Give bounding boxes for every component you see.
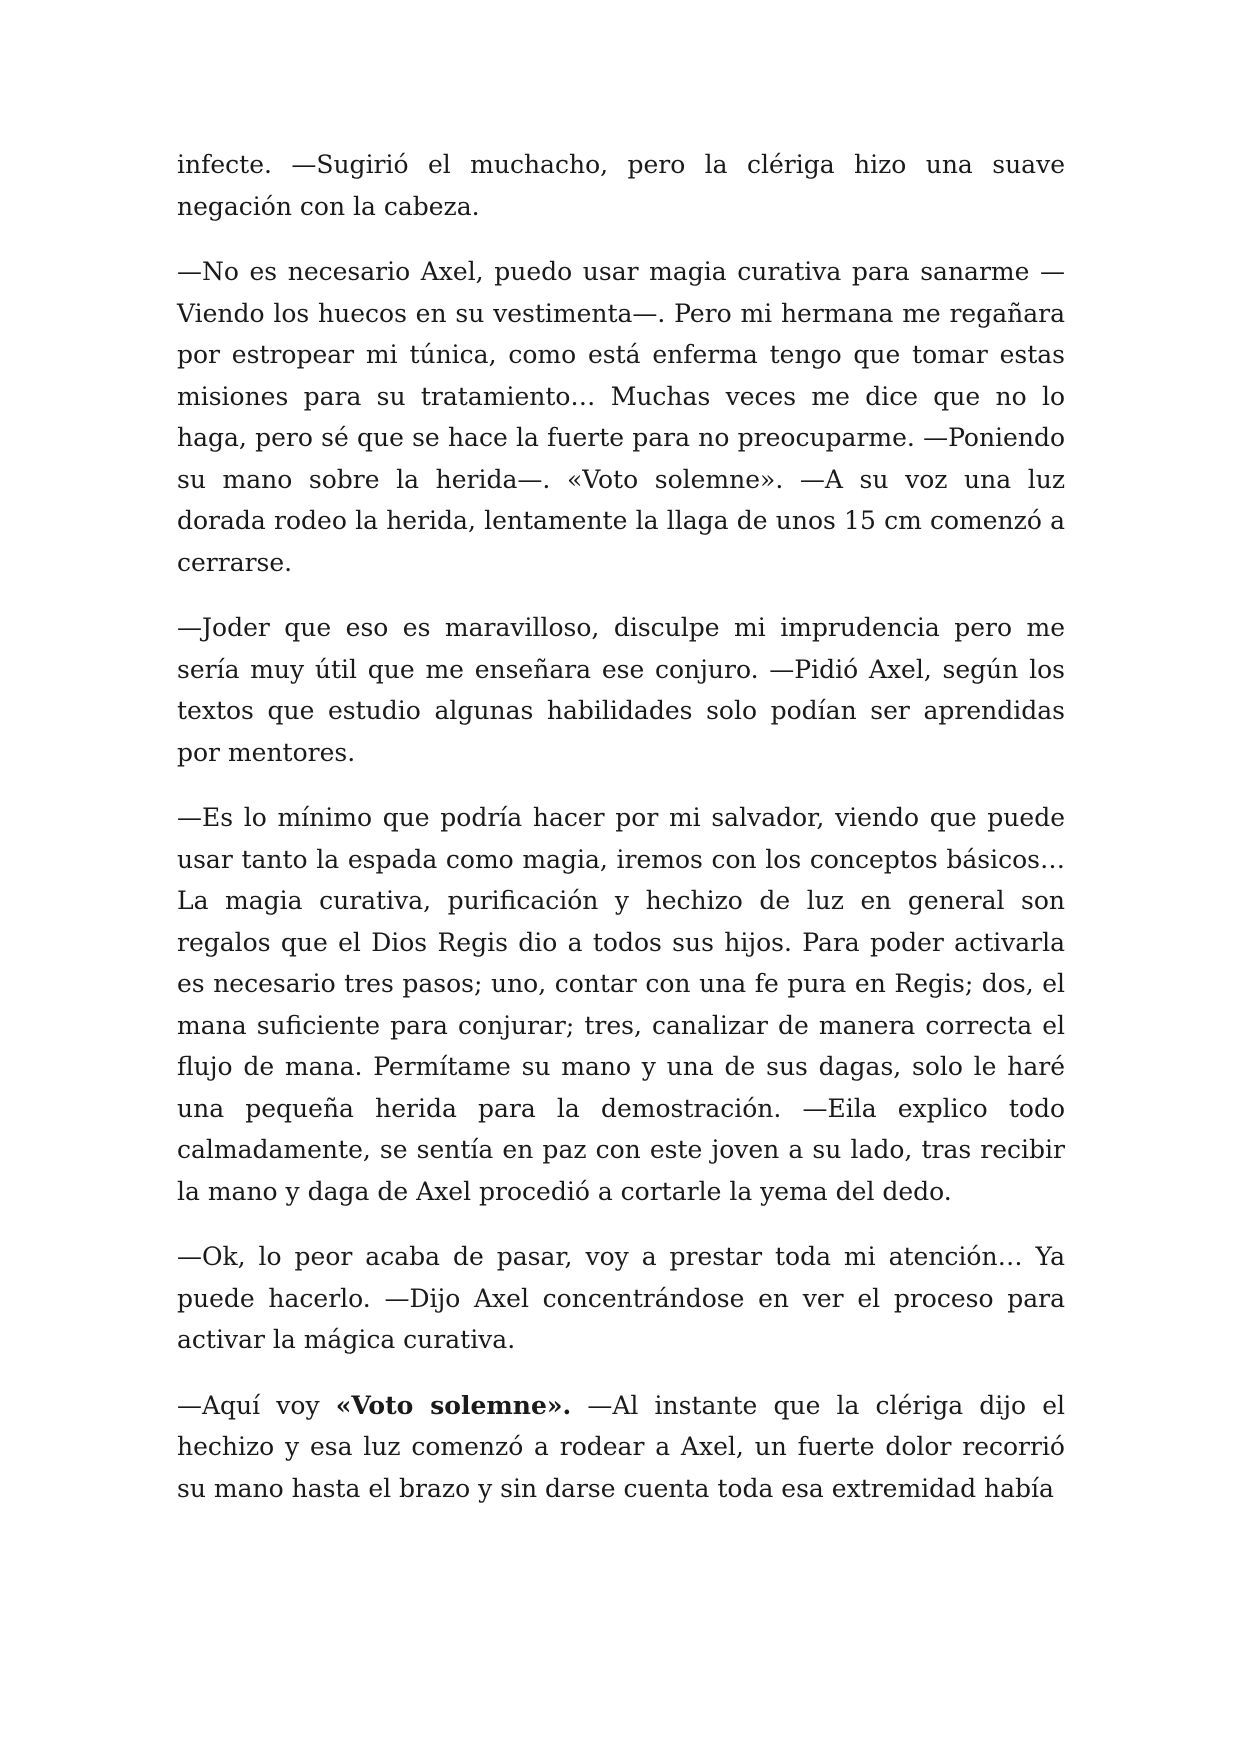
paragraph-6-end: —Al instante que la clériga dijo el hechizo y esa luz comenzó a rodear a Axel, un fuerte dolor recorrió su mano hasta el brazo y sin darse cuenta toda esa extremidad había (177, 1390, 1065, 1503)
spell-name-bold: «Voto solemne». (335, 1390, 572, 1420)
document-page (177, 144, 1065, 1533)
paragraph-2: —No es necesario Axel, puedo usar magia curativa para sanarme —Viendo los huecos en su vestimenta—. Pero mi hermana me regañara por estropear mi túnica, como está enferma tengo que tomar estas misiones para su tratamiento… Muchas veces me dice que no lo haga, pero sé que se hace la fuerte para no preocuparme. —Poniendo su mano sobre la herida—. «Voto solemne». —A su voz una luz dorada rodeo la herida, lentamente la llaga de unos 15 cm comenzó a cerrarse. (177, 257, 1065, 577)
paragraph-3: —Joder que eso es maravilloso, disculpe mi imprudencia pero me sería muy útil que me enseñara ese conjuro. —Pidió Axel, según los textos que estudio algunas habilidades solo podían ser aprendidas por mentores. (177, 613, 1065, 767)
paragraph-6 (177, 1385, 1065, 1510)
paragraph-6-start: —Aquí voy (177, 1390, 336, 1420)
paragraph-1: infecte. —Sugirió el muchacho, pero la clériga hizo una suave negación con la cabeza. (177, 150, 1065, 221)
paragraph-5: —Ok, lo peor acaba de pasar, voy a prestar toda mi atención… Ya puede hacerlo. —Dijo Axel concentrándose en ver el proceso para activar la mágica curativa. (177, 1242, 1065, 1354)
paragraph-4: —Es lo mínimo que podría hacer por mi salvador, viendo que puede usar tanto la espada como magia, iremos con los conceptos básicos… La magia curativa, purificación y hechizo de luz en general son regalos que el Dios Regis dio a todos sus hijos. Para poder activarla es necesario tres pasos; uno, contar con una fe pura en Regis; dos, el mana suficiente para conjurar; tres, canalizar de manera correcta el flujo de mana. Permítame su mano y una de sus dagas, solo le haré una pequeña herida para la demostración. —Eila explico todo calmadamente, se sentía en paz con este joven a su lado, tras recibir la mano y daga de Axel procedió a cortarle la yema del dedo. (177, 803, 1065, 1206)
